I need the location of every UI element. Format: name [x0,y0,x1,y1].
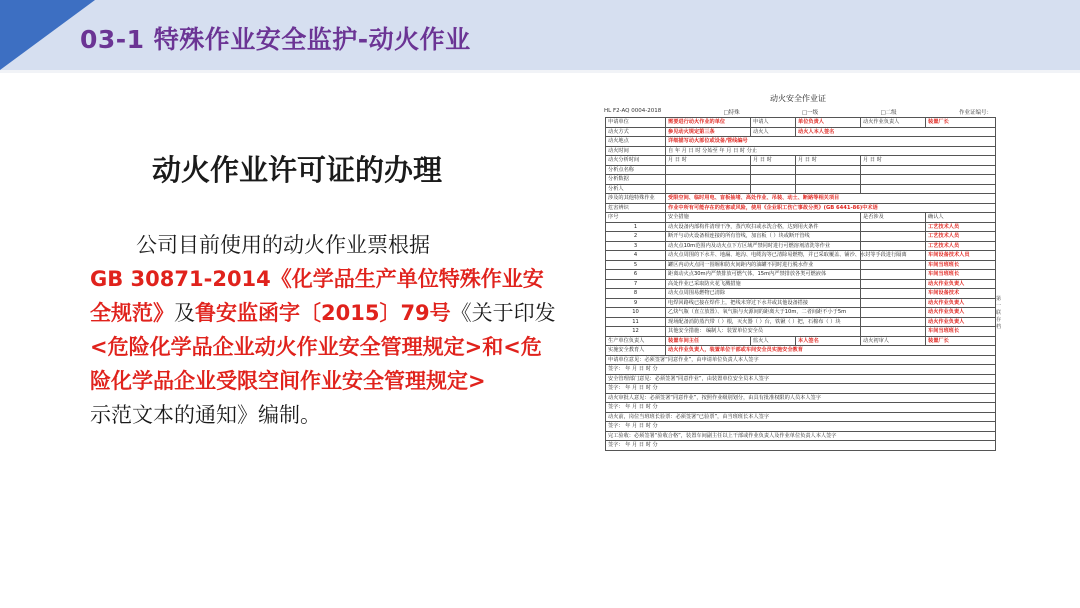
permit-row [606,279,996,289]
permit-cell: 是否涉及 [861,213,926,223]
permit-cell: 动火作业负责人 [861,118,926,128]
permit-cell [751,175,796,185]
permit-cell: 车间当班班长 [926,327,996,337]
permit-cell [861,270,926,280]
permit-row [606,241,996,251]
permit-cell: 参见动火规定第三条 [666,127,751,137]
permit-cell: 动火地点 [606,137,666,147]
permit-cell: 动火点周围的下水井、地漏、地沟、电缆沟等已清除易燃物，并已采取覆盖、铺沙、水封等手段进行隔离 [666,251,861,261]
permit-cell: 安全措施 [666,213,861,223]
permit-cell: 动火作业负责人 [926,308,996,318]
permit-row [606,431,996,441]
form-title: 动火安全作业证 [770,94,826,103]
permit-cell [861,289,926,299]
permit-row [606,422,996,432]
permit-row [606,365,996,375]
permit-row [606,222,996,232]
permit-row [606,165,996,175]
standard-reference: GB 30871-2014《化学品生产单位特殊作业安全规范》 [90,267,544,325]
permit-row [606,374,996,384]
permit-cell: 现场配备消防蒸汽带（ ）根，灭火器（ ）台，铁锹（ ）把，石棉布（ ）块 [666,317,861,327]
permit-row [606,412,996,422]
permit-cell [751,165,796,175]
level-special: □特殊 [723,110,740,116]
permit-cell: 6 [606,270,666,280]
permit-cell: 车间当班班长 [926,260,996,270]
permit-cell: 高处作业已采取防火花飞溅措施 [666,279,861,289]
permit-cell: 动火作业负责人 [926,317,996,327]
permit-row [606,308,996,318]
body-paragraph [90,228,560,432]
permit-row [606,346,996,356]
permit-row [606,336,996,346]
permit-cell: 签字： 年 月 日 时 分 [606,365,996,375]
permit-cell: 实施安全教育人 [606,346,666,356]
level-two: □二级 [880,110,897,116]
permit-cell [861,327,926,337]
permit-cell [861,222,926,232]
permit-row [606,137,996,147]
permit-cell [861,241,926,251]
permit-cell [751,184,796,194]
permit-cell: 签字： 年 月 日 时 分 [606,441,996,451]
header-divider [0,70,1080,73]
permit-cell [861,298,926,308]
permit-cell: 车间设备技术 [926,289,996,299]
permit-cell: 危害辨识 [606,203,666,213]
permit-row [606,403,996,413]
permit-cell: 4 [606,251,666,261]
permit-cell: 生产单位负责人 [606,336,666,346]
permit-cell: 电焊回路线已接在焊件上，把线未穿过下水井或其他设备搭接 [666,298,861,308]
permit-cell: 其他安全措施： 编制人：装置单位安全员 [666,327,861,337]
permit-cell: 需要进行动火作业的单位 [666,118,751,128]
permit-cell: 动火分析时间 [606,156,666,166]
permit-cell: 装置厂长 [926,336,996,346]
permit-cell: 动火作业负责人，装置单位干部或车间安全员实施安全教育 [666,346,996,356]
permit-cell: 分析数据 [606,175,666,185]
permit-cell: 动火前，岗位当班班长验票：必须签署“已验票”，由当班班长本人签字 [606,412,996,422]
permit-number-label: 作业证编号： [958,110,992,116]
permit-cell: 序号 [606,213,666,223]
permit-row [606,260,996,270]
permit-cell [861,260,926,270]
permit-cell: 分析点名称 [606,165,666,175]
permit-cell: 申请人 [751,118,796,128]
permit-cell: 2 [606,232,666,242]
permit-cell [861,184,996,194]
permit-row [606,441,996,451]
permit-cell: 动火点10m范围内及动火点下方区域严禁同时进行可燃溶剂清洗等作业 [666,241,861,251]
document-reference: 鲁安监函字〔2015〕79号 [195,301,451,325]
permit-cell: 距离动火点30m内严禁排放可燃气体，15m内严禁排放各类可燃液体 [666,270,861,280]
permit-cell: 乙炔气瓶（直立放置）、氧气瓶与火源间的距离大于10m，二者间距不小于5m [666,308,861,318]
permit-row [606,327,996,337]
permit-cell: 车间当班班长 [926,270,996,280]
permit-row [606,184,996,194]
permit-cell: 详细描写动火部位或设备/管线编号 [666,137,996,147]
tail-text: 示范文本的通知》编制。 [90,403,321,427]
permit-cell: 工艺技术人员 [926,222,996,232]
permit-row [606,393,996,403]
form-code: HL F2-AQ 0004-2018 [604,108,662,114]
permit-row [606,175,996,185]
permit-cell: 罐区内动火点同一围堰和防火间距内的油罐不同时进行脱水作业 [666,260,861,270]
permit-cell: 5 [606,260,666,270]
permit-cell: 车间设备技术人员 [926,251,996,261]
permit-cell [796,175,861,185]
permit-cell: 月 日 时 [796,156,861,166]
permit-row [606,127,996,137]
permit-cell [861,317,926,327]
permit-row [606,270,996,280]
permit-cell: 9 [606,298,666,308]
permit-cell: 动火作业负责人 [926,298,996,308]
permit-cell: 动火时间 [606,146,666,156]
permit-cell: 签字： 年 月 日 时 分 [606,422,996,432]
permit-cell: 动火初审人 [861,336,926,346]
permit-row [606,251,996,261]
permit-row [606,118,996,128]
level-one: □一级 [801,110,819,116]
slide-title: 03-1 特殊作业安全监护-动火作业 [80,25,471,54]
permit-cell: 单位负责人 [796,118,861,128]
permit-cell: 确认人 [926,213,996,223]
permit-cell: 装置厂长 [926,118,996,128]
title-lead-text: 《关于印发 [450,301,556,325]
permit-cell: 自 年 月 日 时 分始至 年 月 日 时 分止 [666,146,996,156]
permit-cell: 装置车间主任 [666,336,751,346]
form-meta-row [604,108,992,116]
permit-table [605,117,996,451]
and-text: 及 [174,301,195,325]
permit-cell: 监火人 [751,336,796,346]
permit-cell: 申请单位 [606,118,666,128]
permit-cell [666,165,751,175]
permit-cell: 断开与动火设备相连接的所有管线，加盲板（ ）块或断开管线 [666,232,861,242]
intro-text: 公司目前使用的动火作业票根据 [136,233,430,257]
permit-row [606,317,996,327]
permit-cell: 作业中所有可能存在的危害或风险，使用《企业职工伤亡事故分类》(GB 6441-86)中术语 [666,203,996,213]
permit-cell: 动火设备内部构件清理干净，蒸汽吹扫或水洗合格，达到用火条件 [666,222,861,232]
regulation-titles: <危险化学品企业动火作业安全管理规定>和<危险化学品企业受限空间作业安全管理规定> [90,335,542,393]
permit-cell: 分析人 [606,184,666,194]
side-marks: 第一联存档 [996,296,1002,330]
permit-cell: 12 [606,327,666,337]
permit-cell: 本人签名 [796,336,861,346]
permit-row [606,289,996,299]
permit-cell: 动火点周围易燃物已清除 [666,289,861,299]
permit-cell: 月 日 时 [861,156,996,166]
permit-cell: 完工验收：必须签署“验收合格”，装置车间副主任以上干部或作业负责人及作业单位负责人本人签字 [606,431,996,441]
permit-cell: 月 日 时 [666,156,751,166]
permit-cell: 7 [606,279,666,289]
header-bar [0,0,1080,70]
permit-cell [796,165,861,175]
permit-cell: 安全管理部门意见：必须签署“同意作业”，由装置单位安全员本人签字 [606,374,996,384]
permit-cell [666,184,751,194]
permit-cell [861,279,926,289]
permit-cell: 月 日 时 [751,156,796,166]
permit-cell: 11 [606,317,666,327]
permit-cell: 动火方式 [606,127,666,137]
permit-row [606,194,996,204]
permit-cell: 8 [606,289,666,299]
permit-row [606,298,996,308]
permit-row [606,355,996,365]
permit-row [606,203,996,213]
permit-cell: 动火人 [751,127,796,137]
permit-row [606,213,996,223]
permit-cell: 动火作业负责人 [926,279,996,289]
permit-cell: 工艺技术人员 [926,232,996,242]
permit-cell [666,175,751,185]
permit-cell [796,184,861,194]
permit-cell: 申请单位意见：必须签署“同意作业”，由申请单位负责人本人签字 [606,355,996,365]
permit-cell: 10 [606,308,666,318]
permit-cell: 涉及的其他特殊作业 [606,194,666,204]
permit-cell [861,232,926,242]
permit-cell: 动火人本人签名 [796,127,996,137]
permit-row [606,146,996,156]
permit-cell: 签字： 年 月 日 时 分 [606,384,996,394]
permit-cell: 1 [606,222,666,232]
permit-cell: 签字： 年 月 日 时 分 [606,403,996,413]
hot-work-permit-form [600,93,996,570]
permit-cell [861,175,996,185]
permit-cell: 工艺技术人员 [926,241,996,251]
permit-row [606,232,996,242]
permit-cell [861,165,996,175]
permit-cell: 动火审批人意见：必须签署“同意作业”，按照作业级别划分，由具有批准权限的人员本人签字 [606,393,996,403]
permit-cell [861,308,926,318]
section-heading: 动火作业许可证的办理 [152,153,443,187]
permit-cell: 3 [606,241,666,251]
permit-row [606,384,996,394]
permit-row [606,156,996,166]
permit-cell: 受限空间、临时用电、盲板抽堵、高处作业、吊装、动土、断路等相关项目 [666,194,996,204]
